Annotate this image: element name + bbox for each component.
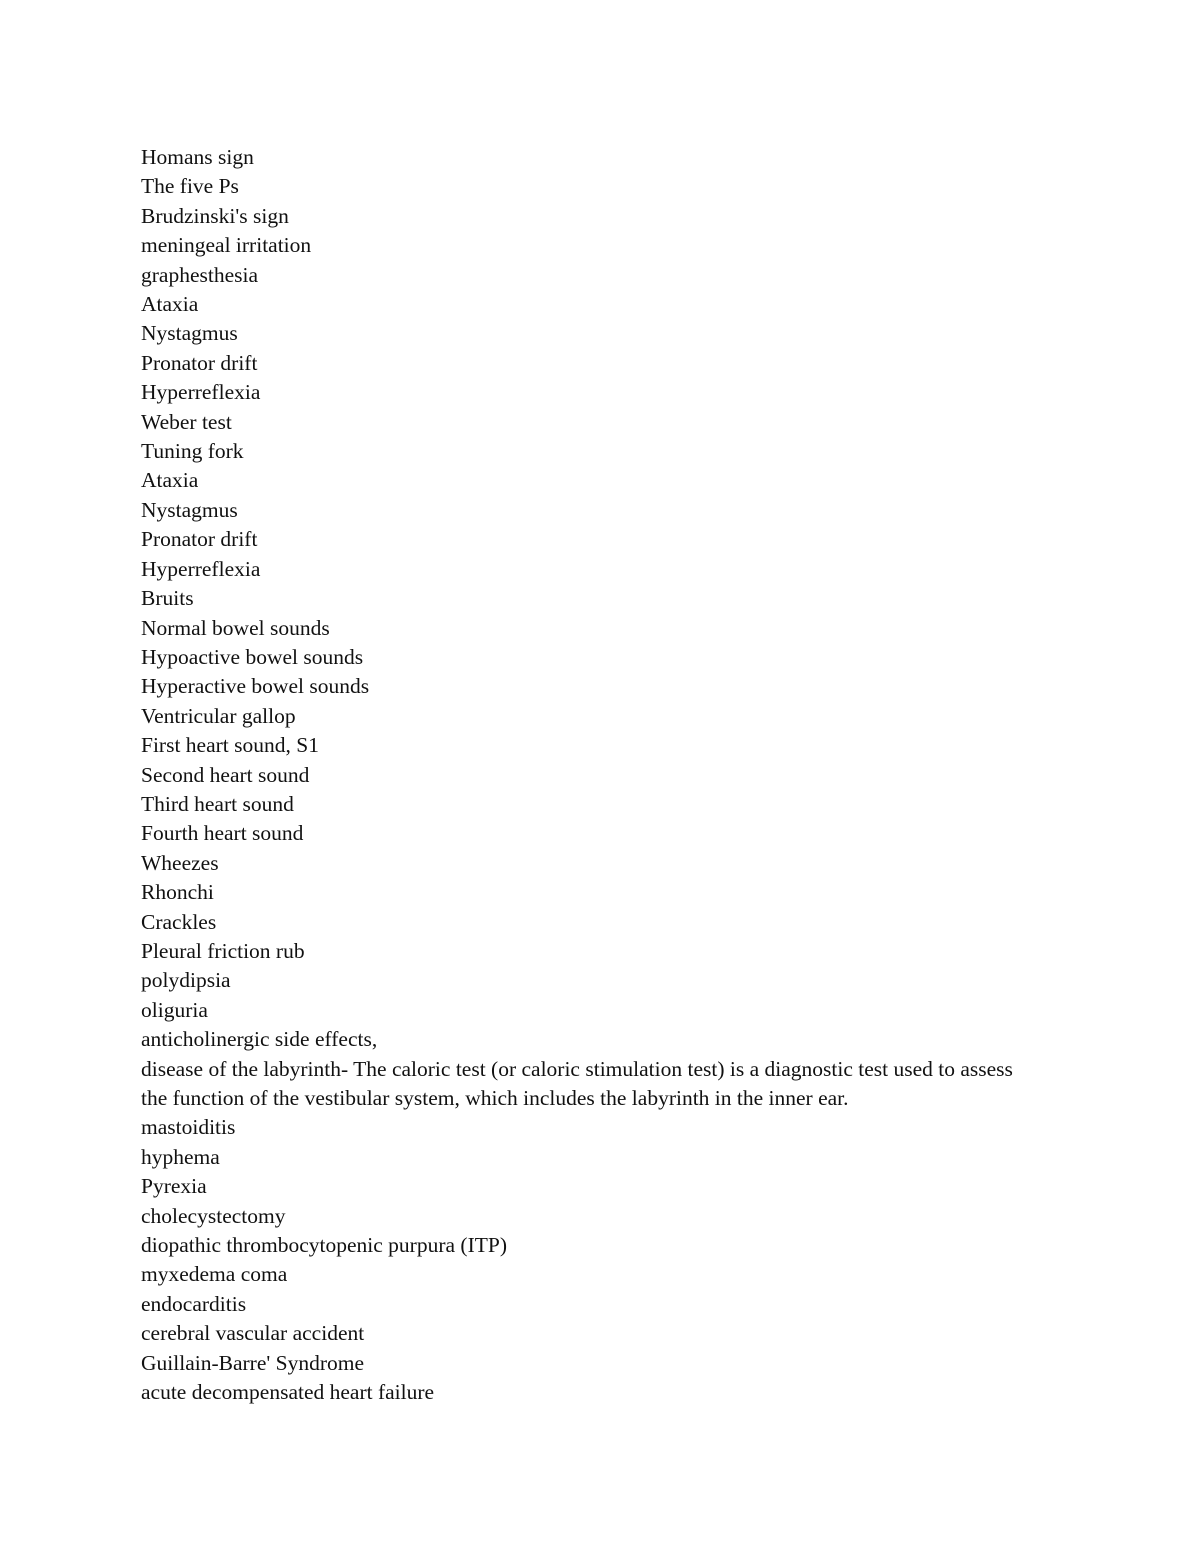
text-line: Hyperreflexia bbox=[141, 380, 261, 405]
text-line: Rhonchi bbox=[141, 880, 214, 905]
text-line: Weber test bbox=[141, 409, 232, 434]
text-line: meningeal irritation bbox=[141, 233, 312, 258]
text-line: Second heart sound bbox=[141, 762, 310, 787]
text-line: cerebral vascular accident bbox=[141, 1321, 365, 1346]
text-line: Pronator drift bbox=[141, 350, 258, 375]
text-line: The five Ps bbox=[141, 174, 239, 199]
text-line: Crackles bbox=[141, 909, 217, 934]
text-line: anticholinergic side effects, bbox=[141, 1027, 378, 1052]
text-line: acute decompensated heart failure bbox=[141, 1380, 435, 1405]
text-line: Nystagmus bbox=[141, 497, 238, 522]
document-body bbox=[141, 143, 1041, 1407]
text-line: Tuning fork bbox=[141, 439, 244, 464]
text-line: Homans sign bbox=[141, 145, 254, 169]
text-line: oliguria bbox=[141, 997, 208, 1022]
text-line: graphesthesia bbox=[141, 262, 259, 287]
text-line: cholecystectomy bbox=[141, 1203, 286, 1228]
text-line: Nystagmus bbox=[141, 321, 238, 346]
text-line: myxedema coma bbox=[141, 1262, 288, 1287]
text-line: Ataxia bbox=[141, 292, 199, 317]
text-line: Normal bowel sounds bbox=[141, 615, 330, 640]
text-line: endocarditis bbox=[141, 1291, 247, 1316]
text-line: Third heart sound bbox=[141, 791, 294, 816]
text-line: polydipsia bbox=[141, 968, 231, 993]
text-line: mastoiditis bbox=[141, 1115, 236, 1140]
text-line: diopathic thrombocytopenic purpura (ITP) bbox=[141, 1233, 507, 1258]
text-line: Hyperreflexia bbox=[141, 556, 261, 581]
text-line: Pronator drift bbox=[141, 527, 258, 552]
text-line: Pyrexia bbox=[141, 1174, 207, 1199]
text-line: First heart sound, S1 bbox=[141, 733, 319, 758]
text-line: Pleural friction rub bbox=[141, 938, 305, 963]
text-line: Hypoactive bowel sounds bbox=[141, 644, 364, 669]
caloric-test-paragraph: disease of the labyrinth- The caloric test (or caloric stimulation test) is a diagnostic test used to assess the function of the vestibular system, which includes the labyrinth in the inner ear. bbox=[141, 1056, 1013, 1110]
text-line: Ataxia bbox=[141, 468, 199, 493]
text-line: Ventricular gallop bbox=[141, 703, 296, 728]
text-line: Hyperactive bowel sounds bbox=[141, 674, 370, 699]
text-line: Bruits bbox=[141, 586, 194, 611]
text-line: Guillain-Barre' Syndrome bbox=[141, 1350, 364, 1375]
text-line: Wheezes bbox=[141, 850, 219, 875]
text-line: hyphema bbox=[141, 1144, 220, 1169]
text-line: Fourth heart sound bbox=[141, 821, 304, 846]
text-line: Brudzinski's sign bbox=[141, 203, 289, 228]
